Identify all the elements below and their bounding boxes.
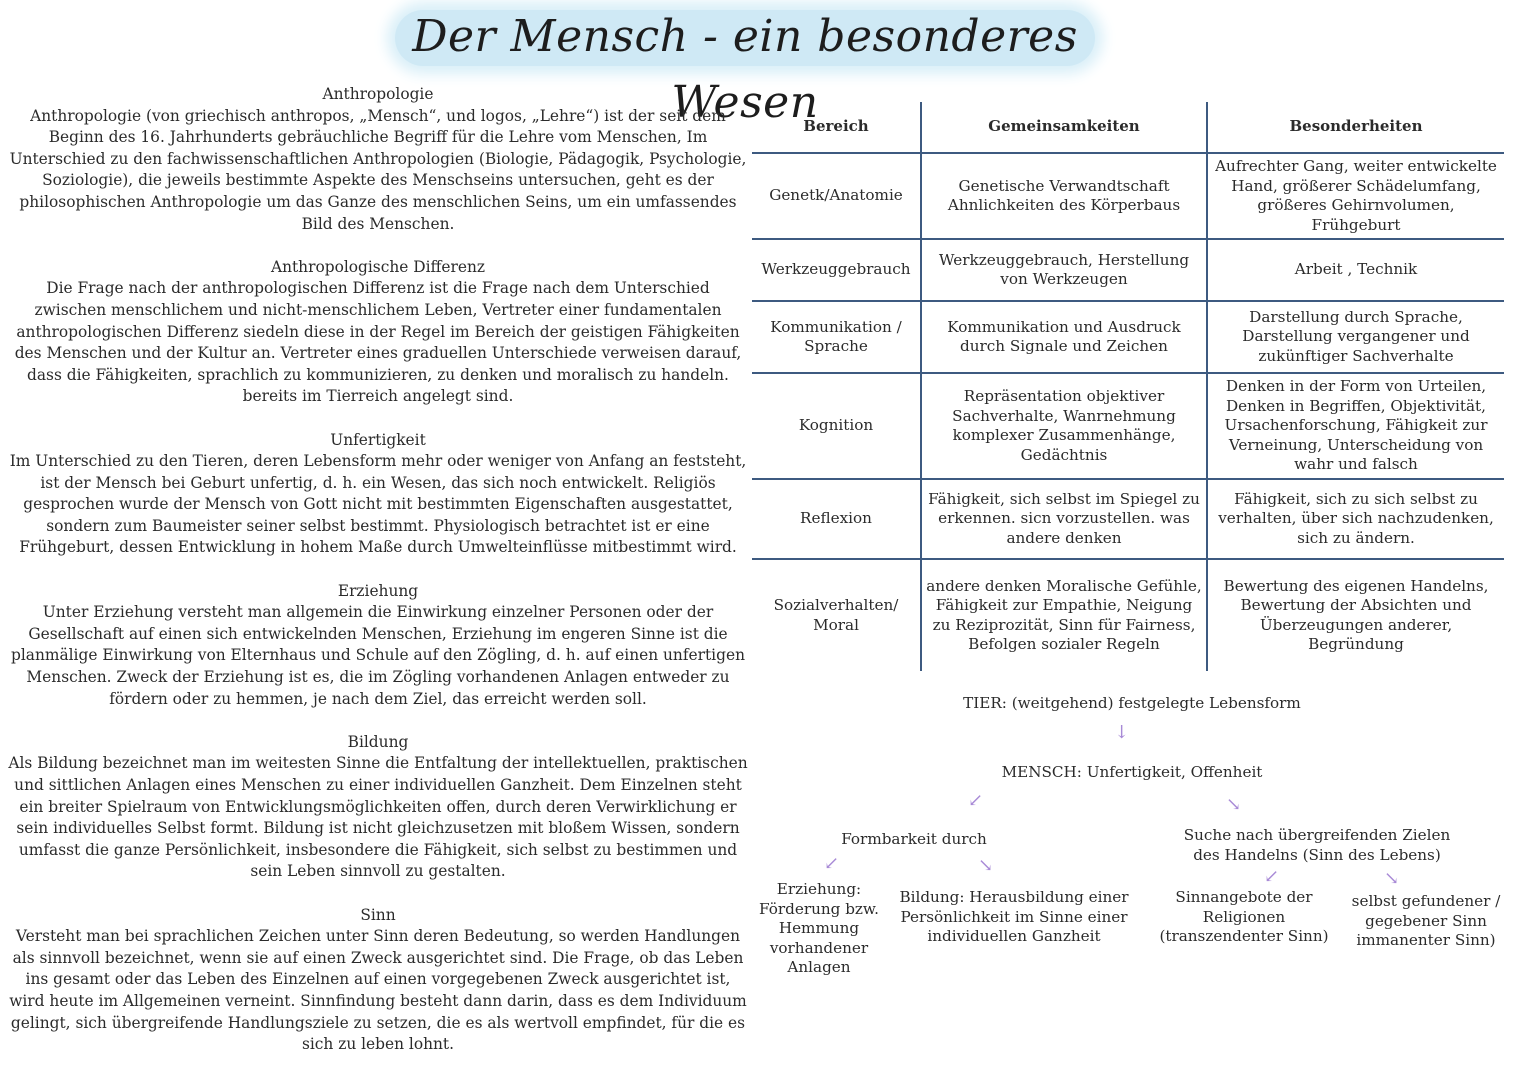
node-tier: TIER: (weitgehend) festgelegte Lebensform xyxy=(963,694,1301,712)
table-row xyxy=(752,559,1504,671)
arrow-down-right-icon: ↘ xyxy=(1226,794,1242,815)
cell-besonderheiten: Denken in der Form von Urteilen, Denken in Begriffen, Objektivität, Ursachenforschung, Fähigkeit zur Verneinung, Unterscheidung von wahr und falsch xyxy=(1207,373,1504,479)
section-anthropologische-differenz xyxy=(8,257,748,408)
header-gemeinsamkeiten: Gemeinsamkeiten xyxy=(921,102,1207,153)
node-sinnangebote: Sinnangebote der Religionen (transzendenter Sinn) xyxy=(1159,888,1329,946)
cell-bereich: Genetk/Anatomie xyxy=(752,153,921,239)
table-row xyxy=(752,301,1504,373)
cell-gemeinsamkeiten: Genetische Verwandtschaft Ahnlichkeiten des Körperbaus xyxy=(921,153,1207,239)
arrow-down-left-icon: ↙ xyxy=(1264,866,1280,887)
section-sinn xyxy=(8,905,748,1056)
cell-besonderheiten: Arbeit , Technik xyxy=(1207,239,1504,301)
cell-bereich: Werkzeuggebrauch xyxy=(752,239,921,301)
section-heading: Sinn xyxy=(360,905,396,924)
cell-besonderheiten: Darstellung durch Sprache, Darstellung vergangener und zukünftiger Sachverhalte xyxy=(1207,301,1504,373)
section-text: Versteht man bei sprachlichen Zeichen unter Sinn deren Bedeutung, so werden Handlungen als sinnvoll bezeichnet, wenn sie auf einen Zweck ausgerichtet sind. Die Frage, ob das Leben ins gesamt oder das Leben des Einzelnen auf einen vorgegebenen Zweck ausgerichtet ist, wird heute im Allgemeinen verneint. Sinnfindung besteht dann darin, dass es dem Individuum gelingt, sich übergreifende Handlungsziele zu setzen, die es als wertvoll empfindet, für die es sich zu leben lohnt. xyxy=(9,927,747,1054)
section-text: Im Unterschied zu den Tieren, deren Lebensform mehr oder weniger von Anfang an feststeht, ist der Mensch bei Geburt unfertig, d. h. ein Wesen, das sich noch entwickelt. Religiös gesprochen wurde der Mensch von Gott nicht mit bestimmten Eigenschaften ausgestattet, sondern zum Baumeister seiner selbst bestimmt. Physiologisch betrachtet ist er eine Frühgeburt, dessen Entwicklung in hohem Maße durch Umwelteinflüsse mitbestimmt wird. xyxy=(9,452,747,557)
cell-gemeinsamkeiten: Repräsentation objektiver Sachverhalte, Wanrnehmung komplexer Zusammenhänge, Gedächtnis xyxy=(921,373,1207,479)
cell-gemeinsamkeiten: Werkzeuggebrauch, Herstellung von Werkzeugen xyxy=(921,239,1207,301)
section-heading: Unfertigkeit xyxy=(330,430,426,449)
section-heading: Erziehung xyxy=(337,581,419,600)
section-heading: Anthropologische Differenz xyxy=(270,257,486,276)
cell-bereich: Kognition xyxy=(752,373,921,479)
arrow-down-right-icon: ↘ xyxy=(978,855,994,876)
node-erziehung: Erziehung: Förderung bzw. Hemmung vorhandener Anlagen xyxy=(759,880,879,977)
section-text: Unter Erziehung versteht man allgemein die Einwirkung einzelner Personen oder der Gesellschaft auf einen sich entwickelnden Menschen, Erziehung im engeren Sinne ist die planmälige Einwirkung von Elternhaus und Schule auf den Zögling, d. h. auf einen unfertigen Menschen. Zweck der Erziehung ist es, die im Zögling vorhandenen Anlagen entweder zu fördern oder zu hemmen, je nach dem Ziel, das erreicht werden soll. xyxy=(11,603,745,708)
table-row xyxy=(752,153,1504,239)
node-selbst: selbst gefundener / gegebener Sinn immanenter Sinn) xyxy=(1351,892,1501,950)
cell-bereich: Sozialverhalten/ Moral xyxy=(752,559,921,671)
node-formbarkeit: Formbarkeit durch xyxy=(841,830,987,848)
section-unfertigkeit xyxy=(8,430,748,560)
section-text: Die Frage nach der anthropologischen Differenz ist die Frage nach dem Unterschied zwischen menschlichem und nicht-menschlichem Leben, Vertreter einer fundamentalen anthropologischen Differenz siedeln diese in der Regel im Bereich der geistigen Fähigkeiten des Menschen und der Kultur an. Vertreter eines graduellen Unterschiede verweisen darauf, dass die Fähigkeiten, sprachlich zu kommunizieren, zu denken und moralisch zu handeln. bereits im Tierreich angelegt sind. xyxy=(14,279,742,406)
header-bereich: Bereich xyxy=(752,102,921,153)
node-suche: Suche nach übergreifenden Zielen des Handelns (Sinn des Lebens) xyxy=(1183,826,1451,864)
cell-besonderheiten: Aufrechter Gang, weiter entwickelte Hand, größerer Schädelumfang, größeres Gehirnvolumen, Frühgeburt xyxy=(1207,153,1504,239)
node-bildung: Bildung: Herausbildung einer Persönlichkeit im Sinne einer individuellen Ganzheit xyxy=(899,888,1129,946)
cell-gemeinsamkeiten: Kommunikation und Ausdruck durch Signale und Zeichen xyxy=(921,301,1207,373)
table-row xyxy=(752,239,1504,301)
table-row xyxy=(752,479,1504,559)
section-heading: Bildung xyxy=(347,732,409,751)
section-text: Anthropologie (von griechisch anthropos, „Mensch“, und logos, „Lehre“) ist der seit dem Beginn des 16. Jahrhunderts gebräuchliche Begriff für die Lehre vom Menschen, Im Unterschied zu den fachwissenschaftlichen Anthropologien (Biologie, Pädagogik, Psychologie, Soziologie), die jeweils bestimmte Aspekte des Menschseins untersuchen, geht es der philosophischen Anthropologie um das Ganze des menschlichen Seins, um ein umfassendes Bild des Menschen. xyxy=(9,106,747,233)
definitions-column xyxy=(8,84,748,1077)
cell-bereich: Kommunikation / Sprache xyxy=(752,301,921,373)
arrow-down-left-icon: ↙ xyxy=(968,790,984,811)
cell-besonderheiten: Fähigkeit, sich zu sich selbst zu verhalten, über sich nachzudenken, sich zu ändern. xyxy=(1207,479,1504,559)
section-anthropologie xyxy=(8,84,748,235)
section-text: Als Bildung bezeichnet man im weitesten Sinne die Entfaltung der intellektuellen, praktischen und sittlichen Anlagen eines Menschen zu einer individuellen Ganzheit. Dem Einzelnen steht ein breiter Spielraum von Entwicklungsmöglichkeiten offen, durch deren Verwirklichung er sein individuelles Selbst formt. Bildung ist nicht gleichzusetzen mit bloßem Wissen, sondern umfasst die ganze Persönlichkeit, insbesondere die Fähigkeit, sich selbst zu bestimmen und sein Leben sinnvoll zu gestalten. xyxy=(8,754,748,881)
concept-diagram xyxy=(752,690,1522,990)
cell-bereich: Reflexion xyxy=(752,479,921,559)
section-erziehung xyxy=(8,581,748,711)
comparison-table xyxy=(752,102,1504,671)
arrow-down-icon: ↓ xyxy=(1114,722,1130,743)
section-bildung xyxy=(8,732,748,883)
cell-gemeinsamkeiten: Fähigkeit, sich selbst im Spiegel zu erkennen. sicn vorzustellen. was andere denken xyxy=(921,479,1207,559)
page-title: Der Mensch - ein besonderes Wesen xyxy=(412,11,1078,128)
arrow-down-right-icon: ↘ xyxy=(1384,868,1400,889)
table-header-row xyxy=(752,102,1504,153)
cell-besonderheiten: Bewertung des eigenen Handelns, Bewertung der Absichten und Überzeugungen anderer, Begründung xyxy=(1223,576,1489,653)
cell-gemeinsamkeiten: andere denken Moralische Gefühle, Fähigkeit zur Empathie, Neigung zu Reziprozität, Sinn für Fairness, Befolgen sozialer Regeln xyxy=(921,559,1207,671)
table-row xyxy=(752,373,1504,479)
section-heading: Anthropologie xyxy=(322,85,434,103)
node-mensch: MENSCH: Unfertigkeit, Offenheit xyxy=(1001,763,1263,781)
header-besonderheiten: Besonderheiten xyxy=(1207,102,1504,153)
arrow-down-left-icon: ↙ xyxy=(824,853,840,874)
